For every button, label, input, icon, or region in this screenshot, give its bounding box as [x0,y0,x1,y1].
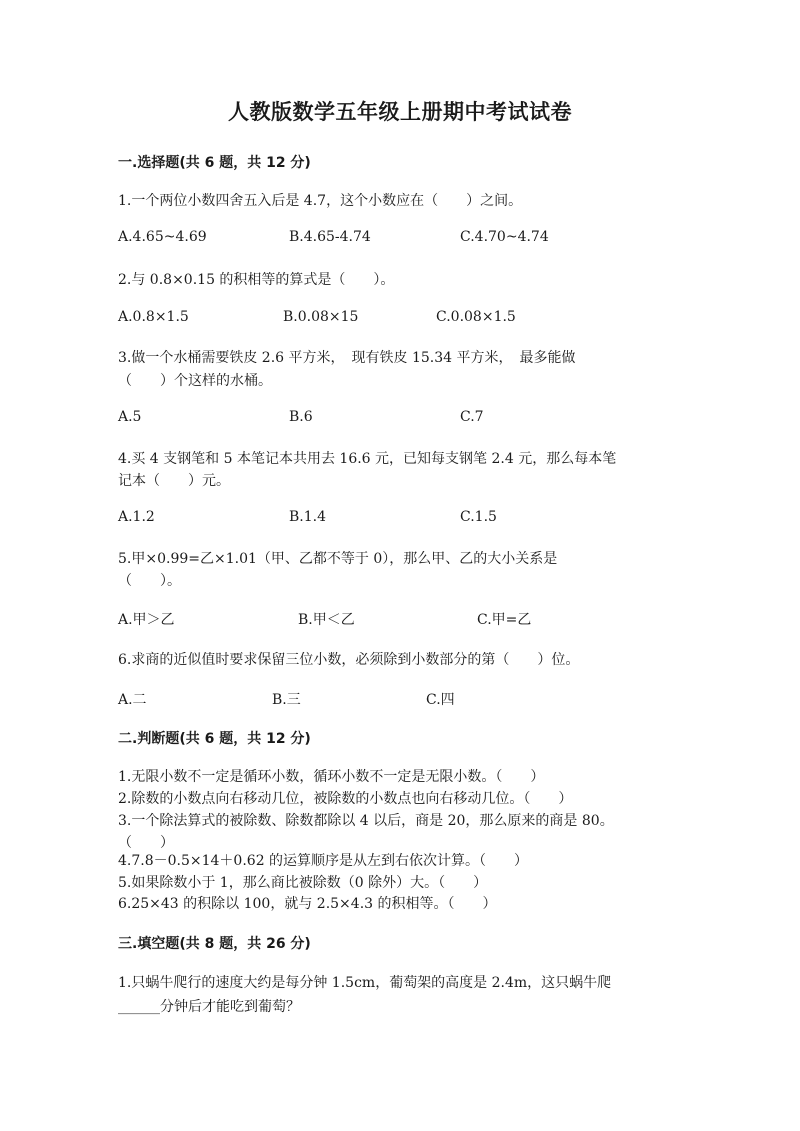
question-line: 5.甲×0.99=乙×1.01（甲、乙都不等于 0），那么甲、乙的大小关系是 [118,551,558,567]
question-line: 6.求商的近似值时要求保留三位小数，必须除到小数部分的第（ ）位。 [118,652,580,668]
option-c: C.1.5 [460,509,497,525]
statement-line: 2.除数的小数点向右移动几位，被除数的小数点也向右移动几位。（ ） [118,791,573,807]
question-line: 4.买 4 支钢笔和 5 本笔记本共用去 16.6 元，已知每支钢笔 2.4 元，那么每本笔 [118,451,617,467]
question-line: 2.与 0.8×0.15 的积相等的算式是（ ）。 [118,272,395,288]
section-heading-fill: 三.填空题(共 8 题，共 26 分) [118,936,311,952]
statement-line: 3.一个除法算式的被除数、除数都除以 4 以后，商是 20，那么原来的商是 80。 [118,813,614,829]
option-a: A.1.2 [118,509,155,525]
question-line: ______分钟后才能吃到葡萄？ [118,999,300,1015]
question-line: 1.只蜗牛爬行的速度大约是每分钟 1.5cm，葡萄架的高度是 2.4m，这只蜗牛爬 [118,975,612,991]
statement-line: 6.25×43 的积除以 100，就与 2.5×4.3 的积相等。（ ） [118,896,497,912]
statement-line: 4.7.8－0.5×14＋0.62 的运算顺序是从左到右依次计算。（ ） [118,853,529,869]
option-b: B.1.4 [289,509,327,525]
option-c: C.7 [460,409,484,425]
option-b: B.甲＜乙 [298,612,355,628]
option-a: A.甲＞乙 [118,612,175,628]
statement-line: 1.无限小数不一定是循环小数，循环小数不一定是无限小数。（ ） [118,769,545,785]
option-a: A.0.8×1.5 [118,309,189,325]
option-a: A.5 [118,409,142,425]
question-line: 1.一个两位小数四舍五入后是 4.7，这个小数应在（ ）之间。 [118,193,523,209]
question-line: （ ）个这样的水桶。 [118,373,272,389]
page-title: 人教版数学五年级上册期中考试试卷 [228,100,572,124]
question-line: 3.做一个水桶需要铁皮 2.6 平方米， 现有铁皮 15.34 平方米， 最多能做 [118,350,576,366]
statement-line: 5.如果除数小于 1，那么商比被除数（0 除外）大。（ ） [118,875,488,891]
question-line: （ ）。 [118,573,181,589]
option-c: C.甲=乙 [477,612,532,628]
option-b: B.6 [289,409,313,425]
option-c: C.四 [426,692,455,708]
option-c: C.0.08×1.5 [436,309,516,325]
statement-line: （ ） [118,835,174,851]
section-heading-judge: 二.判断题(共 6 题，共 12 分) [118,731,311,747]
option-b: B.0.08×15 [283,309,359,325]
option-b: B.三 [272,692,301,708]
section-heading-choice: 一.选择题(共 6 题，共 12 分) [118,155,311,171]
option-b: B.4.65-4.74 [289,229,371,245]
option-c: C.4.70~4.74 [460,229,549,245]
option-a: A.4.65~4.69 [118,229,207,245]
question-line: 记本（ ）元。 [118,473,230,489]
option-a: A.二 [118,692,147,708]
